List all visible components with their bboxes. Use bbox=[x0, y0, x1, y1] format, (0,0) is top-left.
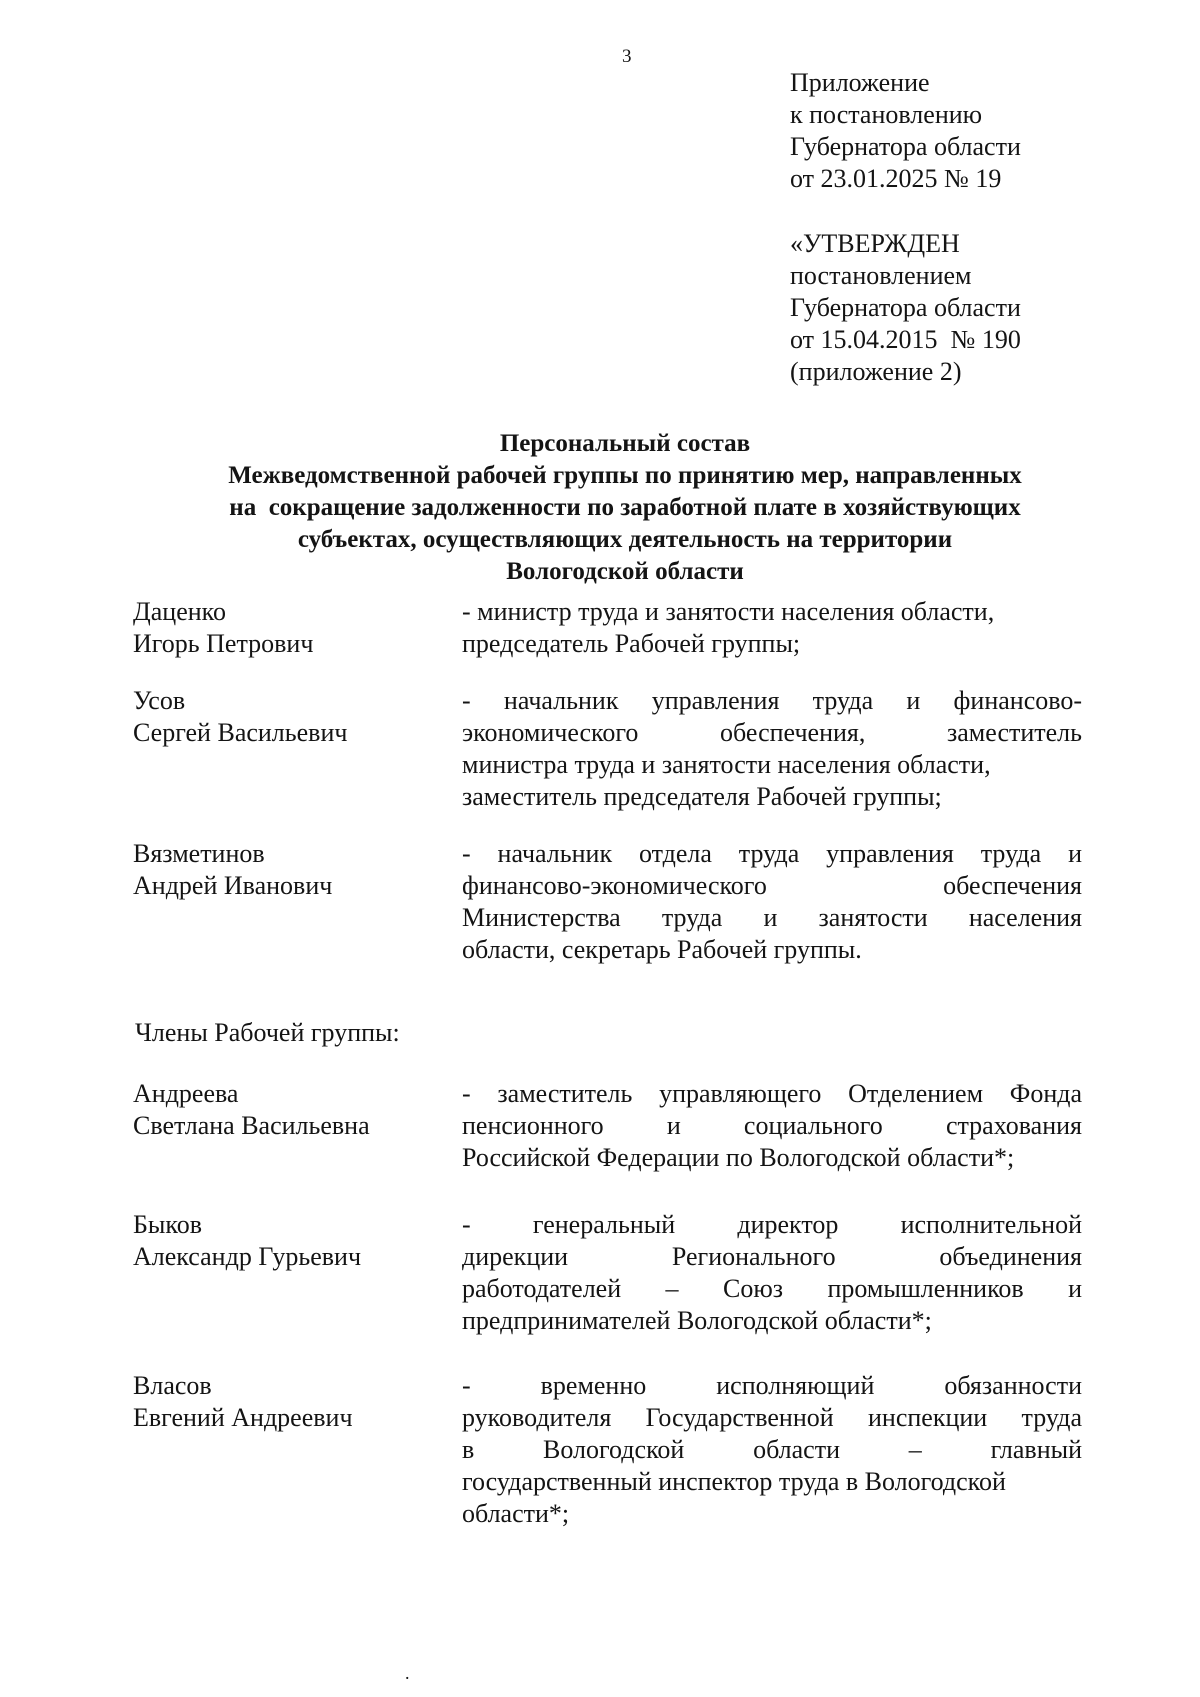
member-name bbox=[133, 596, 313, 660]
approval-stamp-text bbox=[790, 228, 1021, 388]
approval-line: постановлением bbox=[790, 261, 972, 290]
role-line: в Вологодской области – главный bbox=[462, 1435, 1082, 1464]
title-line: Межведомственной рабочей группы по принятию мер, направленных bbox=[228, 462, 1022, 489]
role-line: министра труда и занятости населения области, bbox=[462, 750, 991, 779]
appendix-line: к постановлению bbox=[790, 100, 983, 129]
role-line: председатель Рабочей группы; bbox=[462, 629, 801, 658]
member-surname: Усов bbox=[133, 686, 186, 715]
appendix-line: Губернатора области bbox=[790, 132, 1021, 161]
page-number: 3 bbox=[622, 46, 632, 67]
member-given-name: Сергей Васильевич bbox=[133, 718, 348, 747]
title-line: субъектах, осуществляющих деятельность на территории bbox=[297, 526, 953, 553]
member-name bbox=[133, 1209, 361, 1273]
role-line: Российской Федерации по Вологодской области*; bbox=[462, 1143, 1015, 1172]
member-surname: Власов bbox=[133, 1371, 212, 1400]
member-role bbox=[462, 1370, 1082, 1530]
member-name bbox=[133, 1078, 370, 1142]
role-line: - временно исполняющий обязанности bbox=[462, 1371, 1082, 1400]
role-line: - начальник отдела труда управления труда и bbox=[462, 839, 1082, 868]
members-heading: Члены Рабочей группы: bbox=[135, 1018, 400, 1047]
member-role bbox=[462, 596, 1082, 660]
member-role bbox=[462, 685, 1082, 813]
role-line: государственный инспектор труда в Вологодской bbox=[462, 1467, 1006, 1496]
title-line: на сокращение задолженности по заработной плате в хозяйствующих bbox=[229, 494, 1021, 521]
role-line: пенсионного и социального страхования bbox=[462, 1111, 1082, 1140]
member-role bbox=[462, 838, 1082, 966]
member-name bbox=[133, 838, 332, 902]
member-given-name: Светлана Васильевна bbox=[133, 1111, 370, 1140]
member-name bbox=[133, 685, 347, 749]
role-line: экономического обеспечения, заместитель bbox=[462, 718, 1082, 747]
role-line: - генеральный директор исполнительной bbox=[462, 1210, 1082, 1239]
role-line: финансово-экономического обеспечения bbox=[462, 871, 1082, 900]
member-name bbox=[133, 1370, 353, 1434]
role-line: области, секретарь Рабочей группы. bbox=[462, 935, 862, 964]
appendix-line: от 23.01.2025 № 19 bbox=[790, 164, 1002, 193]
member-given-name: Евгений Андреевич bbox=[133, 1403, 353, 1432]
role-line: - заместитель управляющего Отделением Фонда bbox=[462, 1079, 1082, 1108]
role-line: руководителя Государственной инспекции труда bbox=[462, 1403, 1082, 1432]
role-line: - начальник управления труда и финансово- bbox=[462, 686, 1082, 715]
approval-line: Губернатора области bbox=[790, 293, 1021, 322]
role-line: заместитель председателя Рабочей группы; bbox=[462, 782, 942, 811]
member-role bbox=[462, 1078, 1082, 1174]
member-surname: Даценко bbox=[133, 597, 226, 626]
member-surname: Андреева bbox=[133, 1079, 239, 1108]
approval-line: «УТВЕРЖДЕН bbox=[790, 229, 960, 258]
approval-line: (приложение 2) bbox=[790, 357, 962, 386]
member-surname: Вязметинов bbox=[133, 839, 265, 868]
role-line: работодателей – Союз промышленников и bbox=[462, 1274, 1082, 1303]
appendix-reference bbox=[790, 67, 1021, 195]
role-line: области*; bbox=[462, 1499, 570, 1528]
member-given-name: Александр Гурьевич bbox=[133, 1242, 362, 1271]
appendix-line: Приложение bbox=[790, 68, 930, 97]
role-line: предпринимателей Вологодской области*; bbox=[462, 1306, 932, 1335]
title-line: Вологодской области bbox=[506, 558, 744, 585]
scan-mark: . bbox=[405, 1663, 410, 1683]
role-line: - министр труда и занятости населения области, bbox=[462, 597, 995, 626]
member-given-name: Игорь Петрович bbox=[133, 629, 314, 658]
document-title bbox=[150, 428, 1100, 588]
member-role bbox=[462, 1209, 1082, 1337]
approval-line: от 15.04.2015 № 190 bbox=[790, 325, 1021, 354]
role-line: дирекции Регионального объединения bbox=[462, 1242, 1082, 1271]
role-line: Министерства труда и занятости населения bbox=[462, 903, 1082, 932]
member-surname: Быков bbox=[133, 1210, 202, 1239]
member-given-name: Андрей Иванович bbox=[133, 871, 333, 900]
title-line: Персональный состав bbox=[499, 430, 751, 457]
